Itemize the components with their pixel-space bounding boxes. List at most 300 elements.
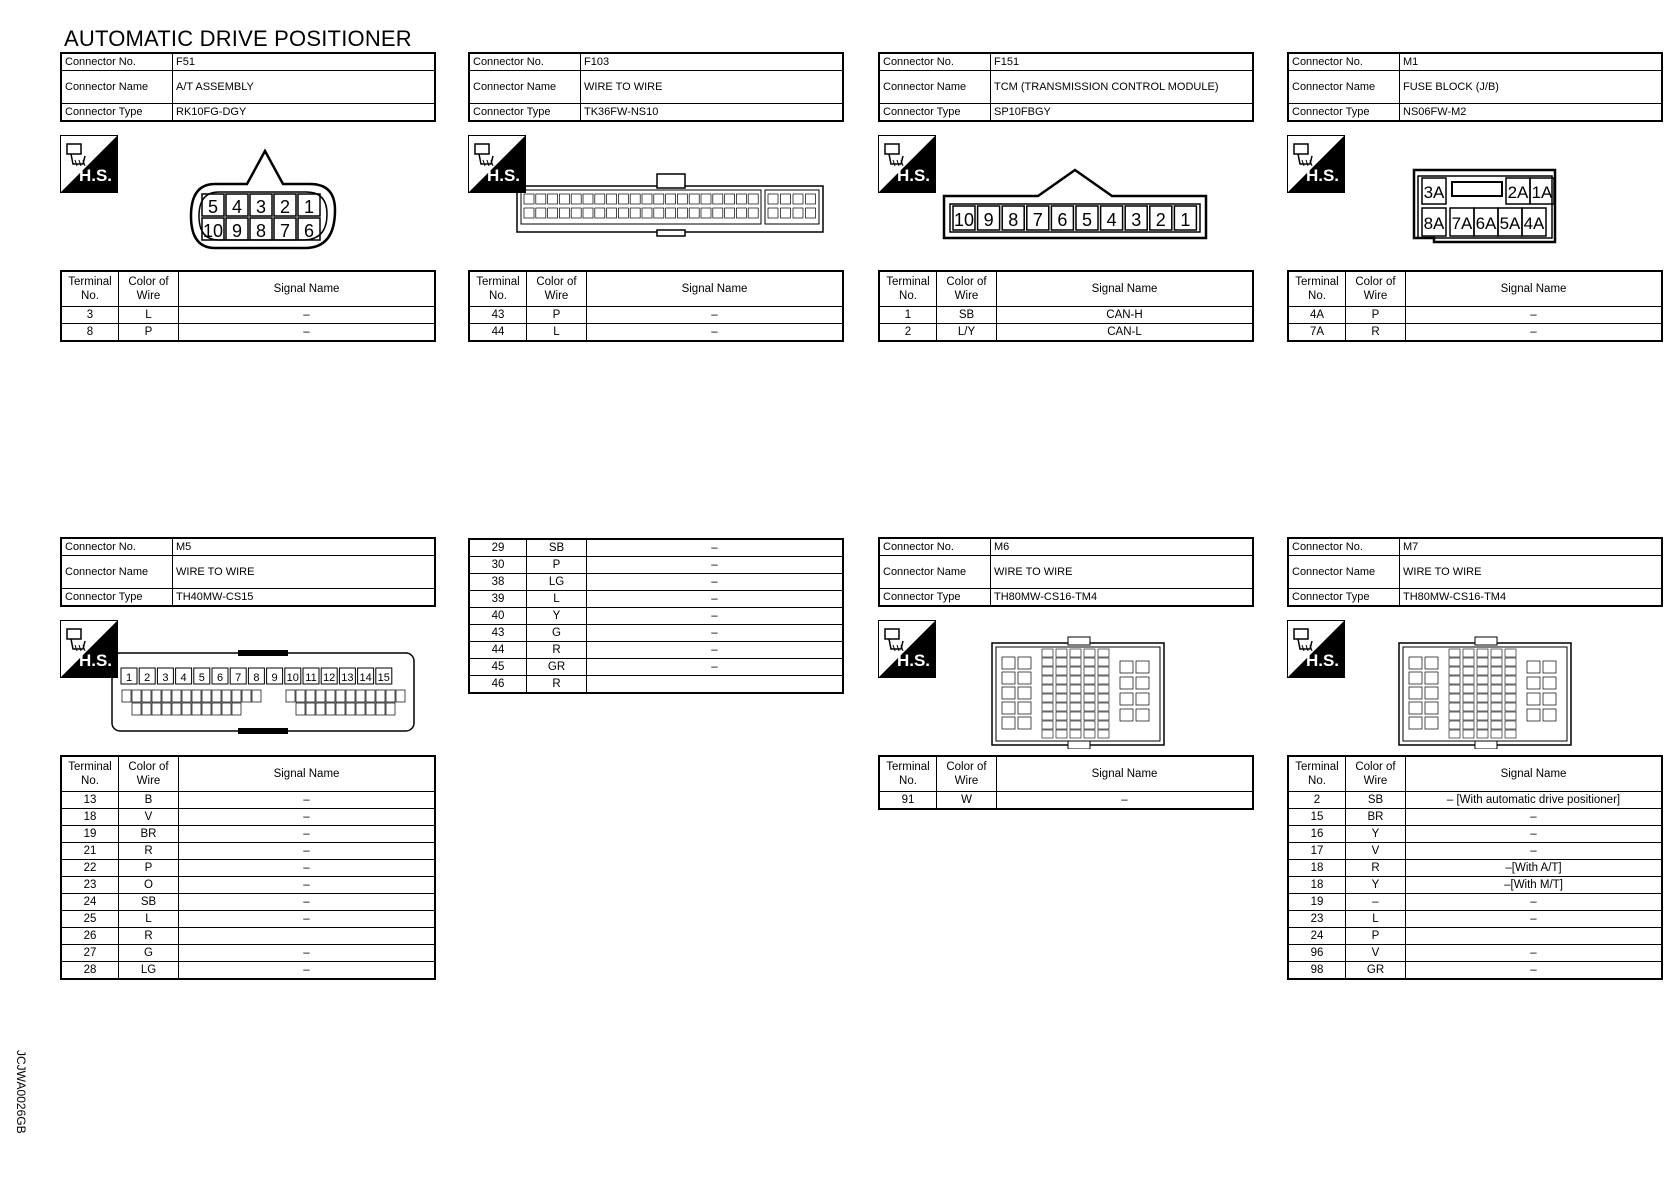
pin-label: 5 [1081, 210, 1093, 230]
signal-name: – [587, 539, 844, 557]
color-of-wire-header: Color of Wire [527, 271, 587, 307]
signal-name [587, 676, 844, 694]
table-row [1288, 945, 1662, 962]
connector-type-value: TH80MW-CS16-TM4 [991, 589, 1254, 607]
wire-color: R [119, 928, 179, 945]
table-row [469, 676, 843, 694]
table-row [469, 608, 843, 625]
page-title: AUTOMATIC DRIVE POSITIONER [64, 26, 412, 51]
terminal-no: 46 [469, 676, 527, 694]
connector-name-label: Connector Name [1288, 556, 1400, 589]
connector-m1-face [1412, 168, 1557, 249]
terminal-no: 8 [61, 324, 119, 342]
pin-label: 4 [1106, 210, 1117, 230]
table-row [61, 962, 435, 980]
table-row [1288, 962, 1662, 980]
signal-name: – [587, 307, 844, 324]
connector-type-label: Connector Type [879, 104, 991, 122]
terminal-no: 43 [469, 625, 527, 642]
wire-color: P [1346, 928, 1406, 945]
terminal-no: 1 [879, 307, 937, 324]
wire-color: Y [527, 608, 587, 625]
terminal-no: 3 [61, 307, 119, 324]
signal-name-header: Signal Name [587, 271, 844, 307]
hs-label: H.S. [486, 166, 520, 185]
pin-label: 3 [255, 197, 267, 217]
connector-type-value: SP10FBGY [991, 104, 1254, 122]
table-row [1288, 911, 1662, 928]
terminal-table [1287, 270, 1663, 342]
terminal-table [1287, 755, 1663, 980]
signal-name-header: Signal Name [1406, 271, 1663, 307]
pin-label: 8 [253, 672, 260, 684]
signal-name: – [179, 877, 436, 894]
table-row [1288, 792, 1662, 809]
signal-name: – [179, 962, 436, 980]
wire-color: V [1346, 843, 1406, 860]
harness-side-badge [1287, 620, 1345, 678]
pin-label: 2A [1507, 183, 1529, 202]
pin-label: 1 [303, 197, 315, 217]
signal-name: – [179, 809, 436, 826]
pin-label: 10 [286, 672, 299, 684]
connector-name-label: Connector Name [61, 556, 173, 589]
pin-label: 4A [1523, 214, 1545, 233]
connector-no-value: M6 [991, 538, 1254, 556]
connector-type-value: NS06FW-M2 [1400, 104, 1663, 122]
connector-name-value: WIRE TO WIRE [173, 556, 436, 589]
terminal-no-header: Terminal No. [1288, 756, 1346, 792]
signal-name: – [1406, 945, 1663, 962]
signal-name: – [587, 557, 844, 574]
pin-label: 15 [377, 672, 390, 684]
pin-label: 1 [125, 672, 133, 684]
connector-no-label: Connector No. [469, 53, 581, 71]
pin-label: 5A [1499, 214, 1521, 233]
connector-type-label: Connector Type [1288, 589, 1400, 607]
connector-type-value: TH40MW-CS15 [173, 589, 436, 607]
table-row [469, 539, 843, 557]
signal-name: – [179, 894, 436, 911]
wire-color: L/Y [937, 324, 997, 342]
table-row [469, 324, 843, 342]
connector-no-label: Connector No. [1288, 53, 1400, 71]
table-row [469, 625, 843, 642]
table-row [1288, 877, 1662, 894]
signal-name: – [587, 642, 844, 659]
signal-name: – [179, 792, 436, 809]
signal-name: – [1406, 911, 1663, 928]
signal-name-header: Signal Name [179, 756, 436, 792]
table-row [1288, 860, 1662, 877]
pin-label: 2 [1155, 210, 1166, 230]
connector-header [1287, 537, 1663, 607]
table-row [1288, 843, 1662, 860]
connector-no-value: F51 [173, 53, 436, 71]
table-row [61, 945, 435, 962]
wire-color: SB [527, 539, 587, 557]
wire-color: L [119, 911, 179, 928]
wire-color: – [1346, 894, 1406, 911]
terminal-no: 2 [1288, 792, 1346, 809]
terminal-table [60, 755, 436, 980]
pin-label: 7A [1451, 214, 1473, 233]
signal-name-header: Signal Name [997, 756, 1254, 792]
color-of-wire-header: Color of Wire [119, 271, 179, 307]
color-of-wire-header: Color of Wire [1346, 756, 1406, 792]
wire-color: L [527, 324, 587, 342]
table-row [61, 860, 435, 877]
connector-no-value: M1 [1400, 53, 1663, 71]
pin-label: 1A [1531, 183, 1553, 202]
signal-name: – [179, 911, 436, 928]
signal-name: – [587, 574, 844, 591]
terminal-no: 96 [1288, 945, 1346, 962]
terminal-table [878, 270, 1254, 342]
hs-label: H.S. [78, 166, 112, 185]
connector-type-label: Connector Type [61, 589, 173, 607]
table-row [1288, 928, 1662, 945]
connector-name-label: Connector Name [879, 556, 991, 589]
pin-label: 4 [231, 197, 243, 217]
terminal-no: 24 [61, 894, 119, 911]
signal-name: – [997, 792, 1254, 810]
signal-name [179, 928, 436, 945]
signal-name: – [1406, 307, 1663, 324]
wire-color: P [119, 324, 179, 342]
pin-label: 3 [162, 672, 169, 684]
terminal-no: 23 [1288, 911, 1346, 928]
terminal-no: 98 [1288, 962, 1346, 980]
pin-label: 4 [180, 672, 187, 684]
wire-color: G [527, 625, 587, 642]
table-row [879, 324, 1253, 342]
terminal-no: 15 [1288, 809, 1346, 826]
terminal-no: 23 [61, 877, 119, 894]
connector-name-value: WIRE TO WIRE [1400, 556, 1663, 589]
terminal-no: 30 [469, 557, 527, 574]
wire-color: P [527, 307, 587, 324]
wire-color: V [119, 809, 179, 826]
table-row [61, 324, 435, 342]
pin-label: 7 [235, 672, 242, 684]
terminal-no: 25 [61, 911, 119, 928]
connector-no-label: Connector No. [879, 538, 991, 556]
table-row [1288, 894, 1662, 911]
connector-m6-face [990, 635, 1166, 754]
terminal-no: 43 [469, 307, 527, 324]
pin-label: 2 [144, 672, 151, 684]
wire-color: P [119, 860, 179, 877]
signal-name: – [1406, 324, 1663, 342]
wire-color: R [1346, 860, 1406, 877]
pin-label: 6A [1475, 214, 1497, 233]
terminal-no: 39 [469, 591, 527, 608]
pin-label: 9 [983, 210, 994, 230]
terminal-no: 45 [469, 659, 527, 676]
color-of-wire-header: Color of Wire [937, 756, 997, 792]
table-row [61, 826, 435, 843]
connector-no-value: M5 [173, 538, 436, 556]
signal-name: –[With M/T] [1406, 877, 1663, 894]
wire-color: Y [1346, 826, 1406, 843]
wire-color: P [1346, 307, 1406, 324]
connector-f51-face [185, 148, 345, 257]
connector-name-label: Connector Name [61, 71, 173, 104]
wire-color: G [119, 945, 179, 962]
wire-color: V [1346, 945, 1406, 962]
pin-label: 2 [279, 197, 291, 217]
signal-name: – [179, 307, 436, 324]
connector-type-label: Connector Type [61, 104, 173, 122]
wire-color: B [119, 792, 179, 809]
pin-label: 12 [323, 672, 336, 684]
table-row [469, 557, 843, 574]
table-row [61, 809, 435, 826]
signal-name: – [179, 860, 436, 877]
terminal-no: 7A [1288, 324, 1346, 342]
pin-label: 7 [279, 221, 291, 241]
signal-name-header: Signal Name [179, 271, 436, 307]
signal-name: – [587, 608, 844, 625]
terminal-no: 26 [61, 928, 119, 945]
color-of-wire-header: Color of Wire [119, 756, 179, 792]
connector-header [878, 52, 1254, 122]
terminal-no: 24 [1288, 928, 1346, 945]
connector-m5-face [110, 650, 416, 741]
terminal-table [468, 538, 844, 694]
signal-name: – [1406, 809, 1663, 826]
figure-code: JCJWA0026GB [14, 1050, 28, 1134]
pin-label: 6 [303, 221, 315, 241]
pin-label: 14 [359, 672, 372, 684]
terminal-no: 13 [61, 792, 119, 809]
terminal-no: 4A [1288, 307, 1346, 324]
wire-color: R [527, 676, 587, 694]
wire-color: R [1346, 324, 1406, 342]
signal-name: CAN-H [997, 307, 1254, 324]
pin-label: 10 [953, 210, 975, 230]
hs-label: H.S. [78, 651, 112, 670]
wire-color: SB [1346, 792, 1406, 809]
terminal-no-header: Terminal No. [469, 271, 527, 307]
pin-label: 6 [216, 672, 224, 684]
connector-m7-face [1397, 635, 1573, 754]
terminal-no: 91 [879, 792, 937, 810]
wire-color: L [119, 307, 179, 324]
wire-color: GR [1346, 962, 1406, 980]
pin-label: 6 [1057, 210, 1068, 230]
signal-name: CAN-L [997, 324, 1254, 342]
table-row [469, 307, 843, 324]
color-of-wire-header: Color of Wire [937, 271, 997, 307]
connector-no-label: Connector No. [61, 53, 173, 71]
connector-header [1287, 52, 1663, 122]
signal-name: – [587, 324, 844, 342]
connector-type-label: Connector Type [469, 104, 581, 122]
table-row [879, 792, 1253, 810]
table-row [469, 659, 843, 676]
signal-name: – [1406, 962, 1663, 980]
terminal-no: 19 [61, 826, 119, 843]
table-row [61, 911, 435, 928]
terminal-table [60, 270, 436, 342]
connector-type-value: RK10FG-DGY [173, 104, 436, 122]
signal-name: – [1406, 826, 1663, 843]
connector-no-value: F103 [581, 53, 844, 71]
wire-color: L [527, 591, 587, 608]
table-row [1288, 324, 1662, 342]
harness-side-badge [1287, 135, 1345, 193]
signal-name: – [179, 945, 436, 962]
signal-name [1406, 928, 1663, 945]
pin-label: 13 [341, 672, 354, 684]
wire-color: LG [119, 962, 179, 980]
terminal-no: 2 [879, 324, 937, 342]
terminal-no: 18 [1288, 860, 1346, 877]
table-row [61, 928, 435, 945]
terminal-no: 27 [61, 945, 119, 962]
wire-color: SB [937, 307, 997, 324]
table-row [879, 307, 1253, 324]
wire-color: BR [119, 826, 179, 843]
hs-label: H.S. [1305, 651, 1339, 670]
wire-color: W [937, 792, 997, 810]
pin-label: 10 [202, 221, 224, 241]
harness-side-badge [878, 135, 936, 193]
signal-name: – [179, 826, 436, 843]
signal-name: – [587, 591, 844, 608]
wire-color: O [119, 877, 179, 894]
connector-name-label: Connector Name [469, 71, 581, 104]
terminal-no: 29 [469, 539, 527, 557]
terminal-no: 19 [1288, 894, 1346, 911]
table-row [1288, 826, 1662, 843]
terminal-no: 16 [1288, 826, 1346, 843]
connector-no-label: Connector No. [1288, 538, 1400, 556]
color-of-wire-header: Color of Wire [1346, 271, 1406, 307]
signal-name: – [587, 625, 844, 642]
terminal-table [878, 755, 1254, 810]
table-row [61, 843, 435, 860]
terminal-no-header: Terminal No. [1288, 271, 1346, 307]
signal-name-header: Signal Name [997, 271, 1254, 307]
table-row [1288, 307, 1662, 324]
table-row [61, 792, 435, 809]
signal-name: – [179, 843, 436, 860]
signal-name: – [With automatic drive positioner] [1406, 792, 1663, 809]
connector-header [878, 537, 1254, 607]
terminal-no: 18 [1288, 877, 1346, 894]
table-row [61, 894, 435, 911]
connector-no-label: Connector No. [61, 538, 173, 556]
connector-name-value: FUSE BLOCK (J/B) [1400, 71, 1663, 104]
signal-name: – [587, 659, 844, 676]
connector-name-value: TCM (TRANSMISSION CONTROL MODULE) [991, 71, 1254, 104]
signal-name: –[With A/T] [1406, 860, 1663, 877]
terminal-no-header: Terminal No. [61, 271, 119, 307]
wire-color: GR [527, 659, 587, 676]
connector-no-label: Connector No. [879, 53, 991, 71]
pin-label: 5 [198, 672, 205, 684]
table-row [469, 642, 843, 659]
signal-name: – [1406, 894, 1663, 911]
terminal-no: 21 [61, 843, 119, 860]
terminal-table [468, 270, 844, 342]
pin-label: 3A [1423, 183, 1445, 202]
harness-side-badge [60, 135, 118, 193]
connector-header [468, 52, 844, 122]
hs-label: H.S. [1305, 166, 1339, 185]
connector-name-value: WIRE TO WIRE [581, 71, 844, 104]
pin-label: 8A [1423, 214, 1445, 233]
connector-type-label: Connector Type [879, 589, 991, 607]
wire-color: R [119, 843, 179, 860]
hs-label: H.S. [896, 166, 930, 185]
table-row [61, 307, 435, 324]
wire-color: R [527, 642, 587, 659]
hs-label: H.S. [896, 651, 930, 670]
connector-name-value: A/T ASSEMBLY [173, 71, 436, 104]
pin-label: 11 [305, 672, 317, 684]
pin-label: 1 [1180, 210, 1191, 230]
connector-type-value: TH80MW-CS16-TM4 [1400, 589, 1663, 607]
connector-name-value: WIRE TO WIRE [991, 556, 1254, 589]
wire-color: BR [1346, 809, 1406, 826]
wire-color: LG [527, 574, 587, 591]
pin-label: 8 [1008, 210, 1019, 230]
terminal-no: 22 [61, 860, 119, 877]
connector-name-label: Connector Name [1288, 71, 1400, 104]
signal-name: – [179, 324, 436, 342]
terminal-no: 40 [469, 608, 527, 625]
signal-name: – [1406, 843, 1663, 860]
table-row [61, 877, 435, 894]
terminal-no: 17 [1288, 843, 1346, 860]
connector-type-value: TK36FW-NS10 [581, 104, 844, 122]
terminal-no: 44 [469, 324, 527, 342]
connector-type-label: Connector Type [1288, 104, 1400, 122]
wire-color: P [527, 557, 587, 574]
connector-no-value: M7 [1400, 538, 1663, 556]
pin-label: 9 [271, 672, 278, 684]
terminal-no-header: Terminal No. [879, 271, 937, 307]
connector-header [60, 537, 436, 607]
signal-name-header: Signal Name [1406, 756, 1663, 792]
harness-side-badge [878, 620, 936, 678]
terminal-no: 44 [469, 642, 527, 659]
pin-label: 8 [255, 221, 267, 241]
wire-color: Y [1346, 877, 1406, 894]
connector-header [60, 52, 436, 122]
pin-label: 3 [1131, 210, 1142, 230]
terminal-no: 38 [469, 574, 527, 591]
wire-color: L [1346, 911, 1406, 928]
connector-name-label: Connector Name [879, 71, 991, 104]
connector-f151-face [940, 168, 1210, 247]
connector-no-value: F151 [991, 53, 1254, 71]
terminal-no-header: Terminal No. [61, 756, 119, 792]
terminal-no: 18 [61, 809, 119, 826]
table-row [1288, 809, 1662, 826]
table-row [469, 591, 843, 608]
connector-f103-face [515, 172, 825, 243]
terminal-no-header: Terminal No. [879, 756, 937, 792]
pin-label: 5 [207, 197, 219, 217]
table-row [469, 574, 843, 591]
wire-color: SB [119, 894, 179, 911]
pin-label: 7 [1032, 210, 1043, 230]
